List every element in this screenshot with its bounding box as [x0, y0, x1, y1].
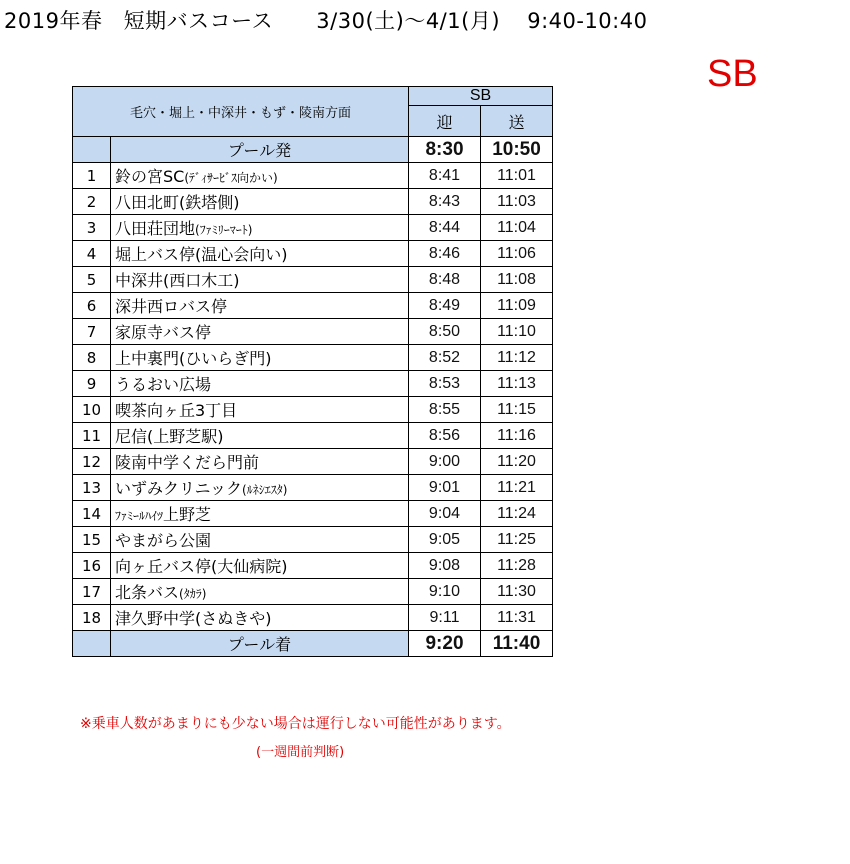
table-row [73, 293, 553, 319]
table-row [73, 163, 553, 189]
dropoff-time: 11:03 [481, 189, 553, 215]
departure-dropoff-time: 10:50 [481, 137, 553, 163]
stop-name-main: 喫茶向ヶ丘3丁目 [115, 401, 238, 420]
stop-number: 5 [73, 267, 111, 293]
stop-name-main: 八田北町(鉄塔側) [115, 193, 240, 212]
pickup-time: 8:56 [409, 423, 481, 449]
pickup-time: 8:50 [409, 319, 481, 345]
stop-name [111, 345, 409, 371]
title-hours: 9:40-10:40 [527, 9, 648, 33]
stop-number: 17 [73, 579, 111, 605]
stop-number: 11 [73, 423, 111, 449]
dropoff-time: 11:31 [481, 605, 553, 631]
stop-number: 7 [73, 319, 111, 345]
pickup-time: 9:08 [409, 553, 481, 579]
stop-number: 15 [73, 527, 111, 553]
arrival-label: プール着 [111, 631, 409, 657]
stop-name [111, 475, 409, 501]
stop-number: 14 [73, 501, 111, 527]
stop-name-main: 津久野中学(さぬきや) [115, 609, 272, 628]
stop-number: 9 [73, 371, 111, 397]
stop-name-main: やまがら公園 [115, 531, 212, 550]
stop-number: 2 [73, 189, 111, 215]
stop-name-main: 向ヶ丘バス停(大仙病院) [115, 557, 288, 576]
table-row [73, 553, 553, 579]
dropoff-time: 11:13 [481, 371, 553, 397]
dropoff-time: 11:21 [481, 475, 553, 501]
table-row [73, 423, 553, 449]
table-row [73, 397, 553, 423]
stop-number: 8 [73, 345, 111, 371]
group-label: SB [409, 87, 553, 106]
pickup-time: 8:49 [409, 293, 481, 319]
pickup-time: 8:46 [409, 241, 481, 267]
stop-name-detail: (ﾀｶﾗ) [179, 587, 207, 601]
stop-name [111, 423, 409, 449]
pickup-time: 8:43 [409, 189, 481, 215]
table-row [73, 215, 553, 241]
stop-number: 18 [73, 605, 111, 631]
title-name: 短期バスコース [123, 9, 274, 33]
stop-name-detail: (ﾙﾈｼｴｽﾀ) [242, 483, 288, 497]
stop-name-detail: ﾌｧﾐｰﾙﾊｲﾂ [115, 509, 164, 523]
dropoff-time: 11:20 [481, 449, 553, 475]
stop-name [111, 293, 409, 319]
stop-name-main: 尼信(上野芝駅) [115, 427, 224, 446]
table-row [73, 579, 553, 605]
stop-number: 13 [73, 475, 111, 501]
table-row [73, 371, 553, 397]
stop-name [111, 449, 409, 475]
page-title [4, 6, 846, 36]
course-badge: SB [707, 53, 758, 95]
dropoff-time: 11:24 [481, 501, 553, 527]
table-row [73, 501, 553, 527]
stop-name [111, 371, 409, 397]
pickup-time: 9:05 [409, 527, 481, 553]
departure-row [73, 137, 553, 163]
stop-name-main: いずみクリニック [115, 479, 243, 498]
stop-number: 12 [73, 449, 111, 475]
stop-number: 6 [73, 293, 111, 319]
departure-label: プール発 [111, 137, 409, 163]
bus-schedule-table [72, 86, 553, 657]
stop-name [111, 501, 409, 527]
stop-name [111, 267, 409, 293]
table-row [73, 449, 553, 475]
stop-name [111, 319, 409, 345]
stop-name-detail: (ﾌｧﾐﾘｰﾏｰﾄ) [195, 223, 253, 237]
stop-name [111, 605, 409, 631]
pickup-time: 9:04 [409, 501, 481, 527]
departure-pickup-time: 8:30 [409, 137, 481, 163]
pickup-time: 8:48 [409, 267, 481, 293]
dropoff-time: 11:01 [481, 163, 553, 189]
table-row [73, 345, 553, 371]
stop-name-main: 鈴の宮SC [115, 167, 185, 186]
title-dates: 3/30(土)～4/1(月) [316, 9, 501, 33]
table-row [73, 189, 553, 215]
stop-name-main: 深井西ロバス停 [115, 297, 228, 316]
dropoff-time: 11:12 [481, 345, 553, 371]
stop-name-detail: (ﾃﾞｨｻｰﾋﾞｽ向かい) [184, 171, 278, 185]
table-row [73, 267, 553, 293]
table-row [73, 475, 553, 501]
pickup-time: 9:01 [409, 475, 481, 501]
stop-number: 1 [73, 163, 111, 189]
area-label: 毛穴・堀上・中深井・もず・陵南方面 [73, 87, 409, 137]
stop-number: 4 [73, 241, 111, 267]
pickup-time: 9:00 [409, 449, 481, 475]
arrival-row [73, 631, 553, 657]
stop-name [111, 215, 409, 241]
stop-number: 16 [73, 553, 111, 579]
dropoff-time: 11:09 [481, 293, 553, 319]
stop-name-main: 中深井(西口木工) [115, 271, 240, 290]
stop-name-main: うるおい広場 [115, 375, 212, 394]
pickup-time: 9:11 [409, 605, 481, 631]
dropoff-time: 11:28 [481, 553, 553, 579]
table-row [73, 527, 553, 553]
dropoff-time: 11:15 [481, 397, 553, 423]
pickup-time: 8:53 [409, 371, 481, 397]
pickup-time: 8:52 [409, 345, 481, 371]
stop-name-main-suffix: 上野芝 [163, 505, 212, 524]
stop-name [111, 189, 409, 215]
dropoff-time: 11:16 [481, 423, 553, 449]
service-note: ※乗車人数があまりにも少ない場合は運行しない可能性があります。 [80, 716, 511, 732]
stop-name [111, 397, 409, 423]
pickup-time: 8:44 [409, 215, 481, 241]
stop-name [111, 241, 409, 267]
title-course: 2019年春 [4, 9, 103, 33]
table-row [73, 241, 553, 267]
col-dropoff-header: 送 [481, 106, 553, 137]
table-row [73, 605, 553, 631]
stop-name [111, 163, 409, 189]
stop-name-main: 八田荘団地 [115, 219, 196, 238]
dropoff-time: 11:10 [481, 319, 553, 345]
table-row [73, 319, 553, 345]
dropoff-time: 11:08 [481, 267, 553, 293]
stop-name-main: 陵南中学くだら門前 [115, 453, 260, 472]
stop-name [111, 579, 409, 605]
pickup-time: 8:55 [409, 397, 481, 423]
arrival-pickup-time: 9:20 [409, 631, 481, 657]
pickup-time: 9:10 [409, 579, 481, 605]
pickup-time: 8:41 [409, 163, 481, 189]
stop-name [111, 553, 409, 579]
service-subnote: (一週間前判断) [256, 745, 345, 760]
stop-name-main: 家原寺バス停 [115, 323, 212, 342]
stop-name-main: 堀上バス停(温心会向い) [115, 245, 288, 264]
stop-name [111, 527, 409, 553]
stop-name-main: 上中裏門(ひいらぎ門) [115, 349, 272, 368]
arrival-dropoff-time: 11:40 [481, 631, 553, 657]
col-pickup-header: 迎 [409, 106, 481, 137]
stop-number: 10 [73, 397, 111, 423]
dropoff-time: 11:04 [481, 215, 553, 241]
stop-number: 3 [73, 215, 111, 241]
dropoff-time: 11:25 [481, 527, 553, 553]
dropoff-time: 11:06 [481, 241, 553, 267]
dropoff-time: 11:30 [481, 579, 553, 605]
stop-name-main: 北条バス [115, 583, 180, 602]
